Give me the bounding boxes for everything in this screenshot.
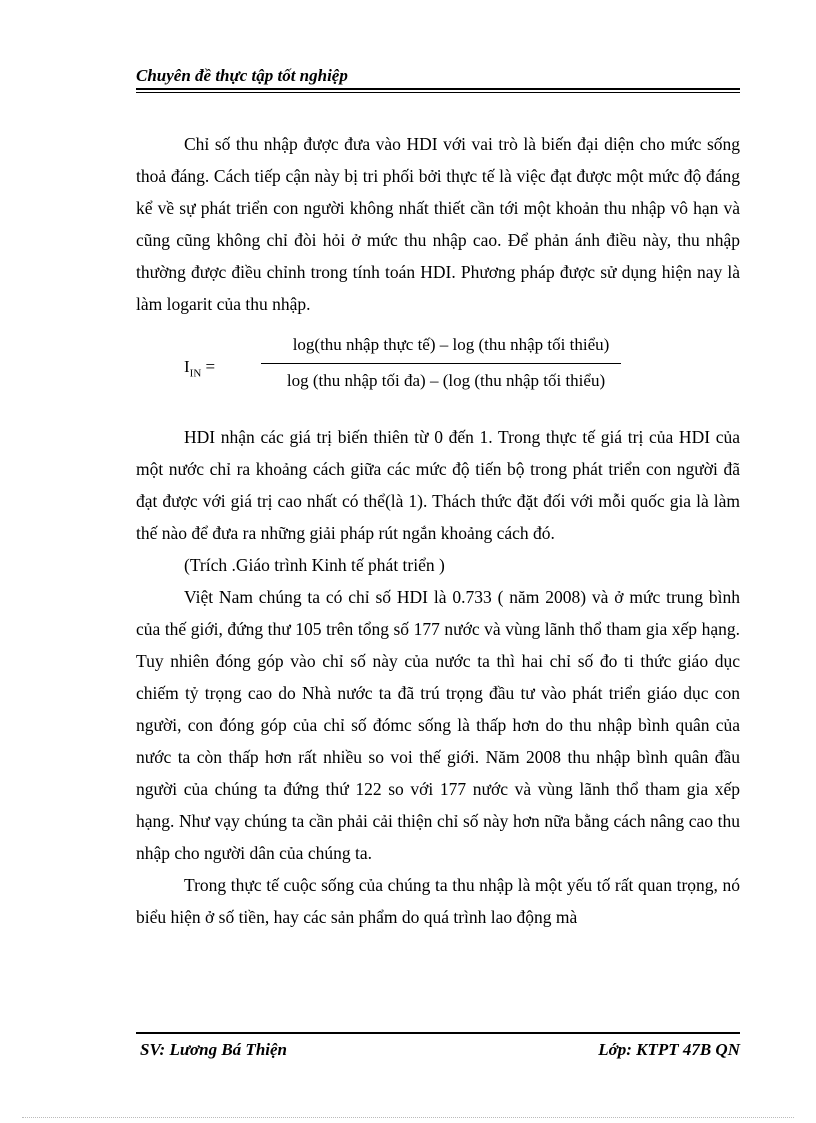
body-section-2 [136, 421, 740, 933]
body-section-1 [136, 128, 740, 320]
formula-numerator: log(thu nhập thực tế) – log (thu nhập tối thiểu) [292, 335, 610, 354]
footer-class: Lớp: KTPT 47B QN [598, 1040, 740, 1059]
citation: (Trích .Giáo trình Kinh tế phát triển ) [184, 555, 445, 575]
footer-student: SV: Lương Bá Thiện [140, 1040, 287, 1059]
formula-equals: = [201, 357, 216, 376]
formula-lhs-main: I [184, 357, 190, 376]
formula-lhs-sub: IN [189, 367, 202, 380]
formula-denominator: log (thu nhập tối đa) – (log (thu nhập tối thiểu) [286, 371, 606, 390]
page-bottom-dotted-line [22, 1117, 794, 1118]
paragraph: Chỉ số thu nhập được đưa vào HDI với vai trò là biến đại diện cho mức sống thoả đáng. Cách tiếp cận này bị tri phối bởi thực tế là việc đạt được một mức độ đáng kể về sự phát triển con người không nhất thiết cần tới một khoản thu nhập vô hạn và cũng cũng không chỉ đòi hỏi ở mức thu nhập cao. Để phản ánh điều này, thu nhập thường được điều chỉnh trong tính toán HDI. Phương pháp được sử dụng hiện nay là làm logarit của thu nhập. [136, 134, 740, 314]
fraction-bar [261, 363, 621, 364]
header-title: Chuyên đề thực tập tốt nghiệp [136, 66, 348, 85]
footer-rule [136, 1032, 740, 1034]
header-rule-thin [136, 92, 740, 93]
paragraph: Trong thực tế cuộc sống của chúng ta thu nhập là một yếu tố rất quan trọng, nó biểu hiện ở số tiền, hay các sản phẩm do quá trình lao động mà [136, 875, 740, 927]
formula-lhs [184, 357, 215, 379]
header-rule-thick [136, 88, 740, 90]
paragraph: HDI nhận các giá trị biến thiên từ 0 đến 1. Trong thực tế giá trị của HDI của một nước chỉ ra khoảng cách giữa các mức độ tiến bộ trong phát triển con người đã đạt được với giá trị cao nhất có thể(là 1). Thách thức đặt đối với mỗi quốc gia là làm thế nào để đưa ra những giải pháp rút ngắn khoảng cách đó. [136, 427, 740, 543]
paragraph: Việt Nam chúng ta có chỉ số HDI là 0.733 ( năm 2008) và ở mức trung bình của thế giới, đứng thư 105 trên tổng số 177 nước và vùng lãnh thổ tham gia xếp hạng. Tuy nhiên đóng góp vào chỉ số này của nước ta thì hai chỉ số đo ti thức giáo dục chiếm tỷ trọng cao do Nhà nước ta đã trú trọng đầu tư vào phát triển giáo dục con người, con đóng góp của chỉ số đómc sống là thấp hơn do thu nhập bình quân của nước ta còn thấp hơn rất nhiều so voi thế giới. Năm 2008 thu nhập bình quân đầu người của chúng ta đứng thứ 122 so với 177 nước và vùng lãnh thổ tham gia xếp hạng. Như vạy chúng ta cần phải cải thiện chỉ số này hơn nữa bằng cách nâng cao thu nhập cho người dân của chúng ta. [136, 587, 740, 863]
income-index-formula [136, 335, 740, 405]
